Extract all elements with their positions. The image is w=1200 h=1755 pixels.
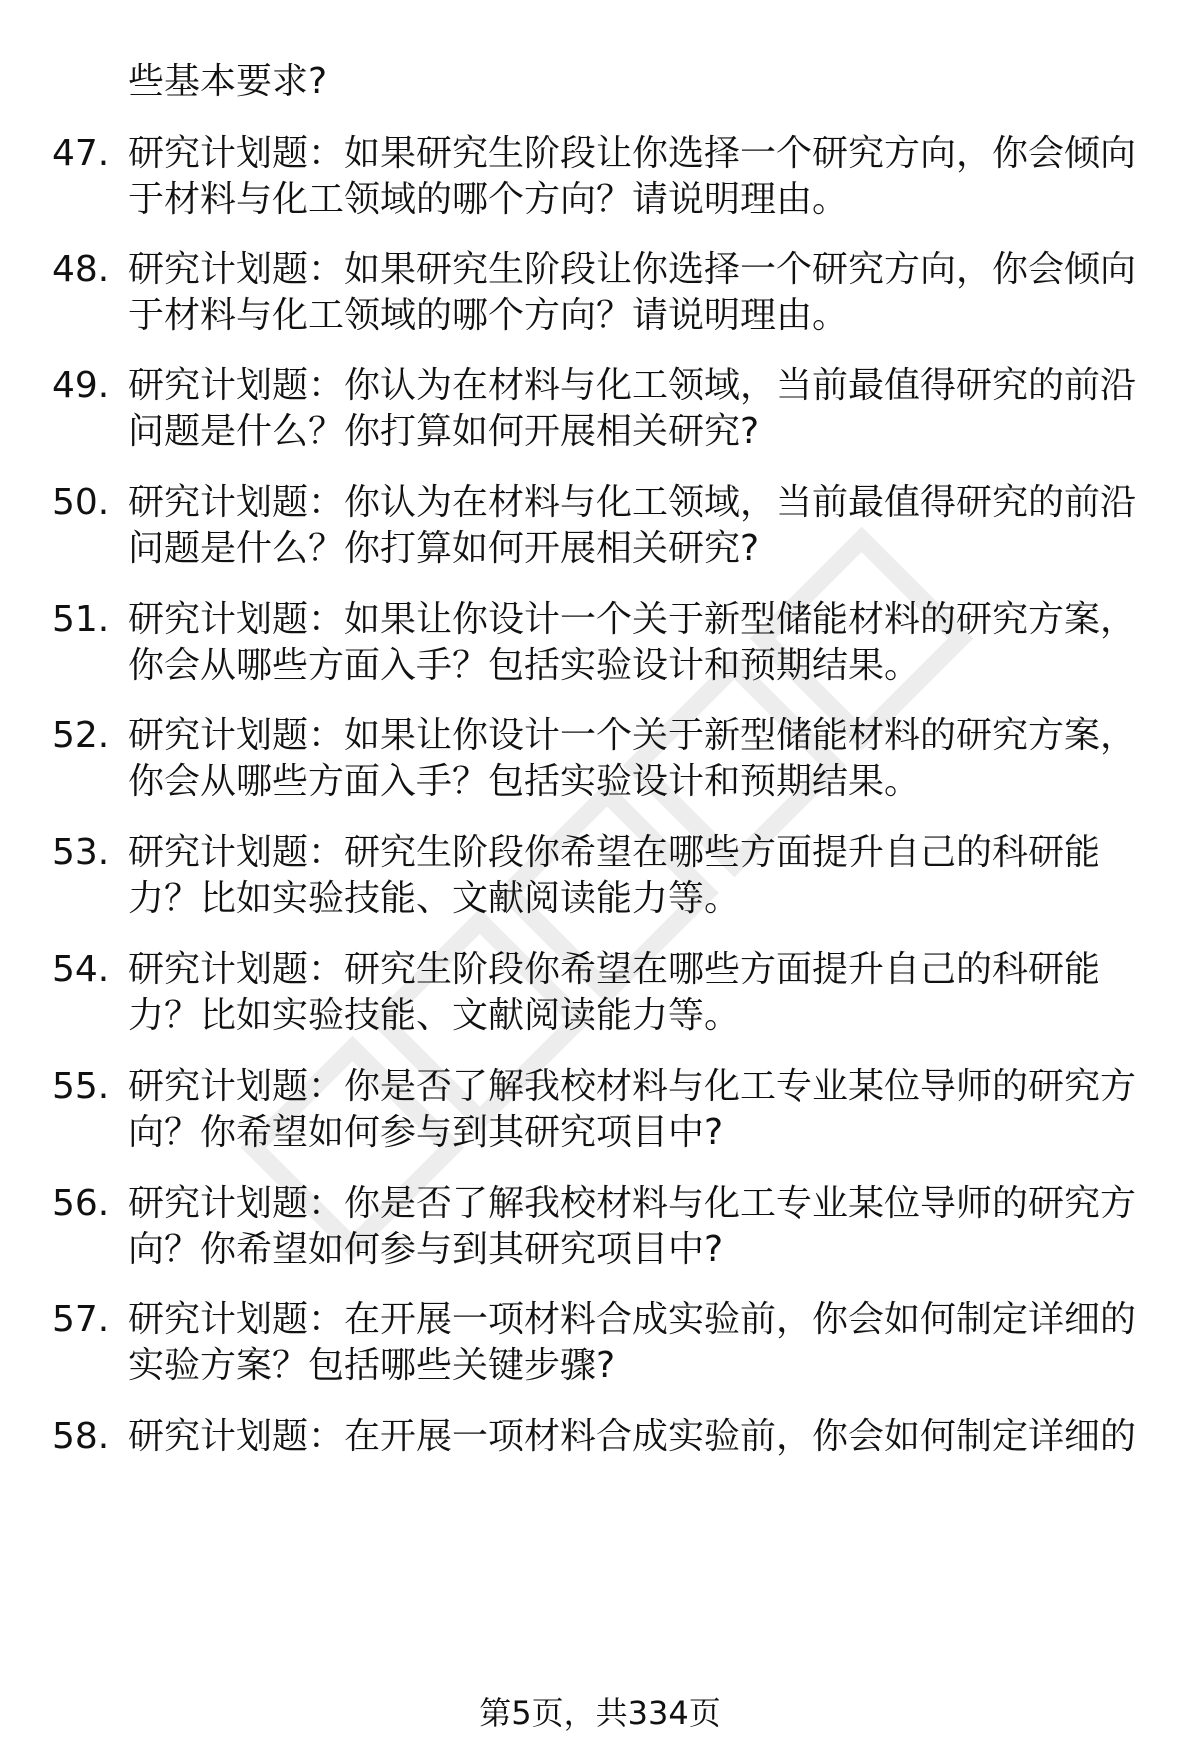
question-number: 52. <box>52 715 110 756</box>
question-text-line2: 向？你希望如何参与到其研究项目中? <box>128 1112 724 1153</box>
question-text-line1: 研究计划题：在开展一项材料合成实验前，你会如何制定详细的 <box>128 1299 1137 1340</box>
question-text-line2: 向？你希望如何参与到其研究项目中? <box>128 1229 724 1270</box>
question-text-line1: 研究计划题：在开展一项材料合成实验前，你会如何制定详细的 <box>128 1416 1137 1457</box>
question-number: 54. <box>52 949 110 990</box>
question-text-line1: 研究计划题：研究生阶段你希望在哪些方面提升自己的科研能 <box>128 832 1101 873</box>
question-text-line2: 力？比如实验技能、文献阅读能力等。 <box>128 995 741 1036</box>
question-text-line1: 研究计划题：如果研究生阶段让你选择一个研究方向，你会倾向 <box>128 249 1137 290</box>
question-text-line2: 于材料与化工领域的哪个方向？请说明理由。 <box>128 295 849 336</box>
question-number: 55. <box>52 1066 110 1107</box>
question-number: 51. <box>52 599 110 640</box>
question-text-line2: 问题是什么？你打算如何开展相关研究? <box>128 411 760 452</box>
question-number: 53. <box>52 832 110 873</box>
question-text-line2: 你会从哪些方面入手？包括实验设计和预期结果。 <box>128 761 921 802</box>
question-number: 56. <box>52 1183 110 1224</box>
question-text-line2: 力？比如实验技能、文献阅读能力等。 <box>128 878 741 919</box>
question-text-line1: 研究计划题：你认为在材料与化工领域，当前最值得研究的前沿 <box>128 482 1137 523</box>
question-text-line2: 实验方案？包括哪些关键步骤? <box>128 1345 616 1386</box>
question-text-line1: 研究计划题：你认为在材料与化工领域，当前最值得研究的前沿 <box>128 365 1137 406</box>
question-number: 48. <box>52 249 110 290</box>
question-text-line1: 研究计划题：你是否了解我校材料与化工专业某位导师的研究方 <box>128 1066 1137 1107</box>
question-number: 50. <box>52 482 110 523</box>
question-number: 58. <box>52 1416 110 1457</box>
question-text-line1: 研究计划题：如果让你设计一个关于新型储能材料的研究方案， <box>128 715 1137 756</box>
question-text-line1: 研究计划题：如果研究生阶段让你选择一个研究方向，你会倾向 <box>128 133 1137 174</box>
question-text-line1: 研究计划题：如果让你设计一个关于新型储能材料的研究方案， <box>128 599 1137 640</box>
question-text-line1: 研究计划题：你是否了解我校材料与化工专业某位导师的研究方 <box>128 1183 1137 1224</box>
question-number: 47. <box>52 133 110 174</box>
continuation-text: 些基本要求? <box>128 61 328 102</box>
question-text-line2: 你会从哪些方面入手？包括实验设计和预期结果。 <box>128 645 921 686</box>
question-number: 57. <box>52 1299 110 1340</box>
question-text-line1: 研究计划题：研究生阶段你希望在哪些方面提升自己的科研能 <box>128 949 1101 990</box>
question-text-line2: 于材料与化工领域的哪个方向？请说明理由。 <box>128 179 849 220</box>
question-number: 49. <box>52 365 110 406</box>
page-footer: 第5页，共334页 <box>479 1694 721 1732</box>
question-text-line2: 问题是什么？你打算如何开展相关研究? <box>128 528 760 569</box>
